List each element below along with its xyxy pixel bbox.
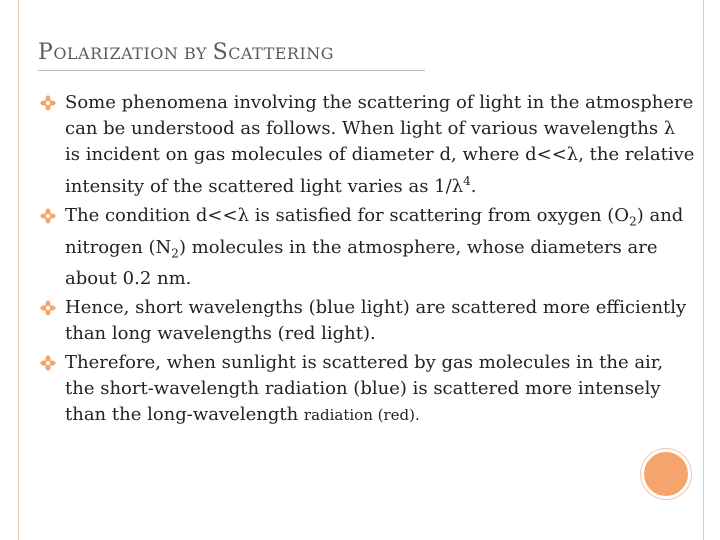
bullet-list bbox=[40, 90, 695, 428]
bullet-item: Hence, short wavelengths (blue light) are scattered more efficiently than long wavelengths (red light). bbox=[40, 295, 695, 347]
slide-title: POLARIZATION BY SCATTERING bbox=[38, 40, 335, 65]
flower-bullet-icon bbox=[40, 355, 56, 371]
flower-bullet-icon bbox=[40, 95, 56, 111]
bullet-item: Therefore, when sunlight is scattered by gas molecules in the air, the short-wavelength radiation (blue) is scattered more intensely than the long-wavelength radiation (red). bbox=[40, 350, 695, 428]
flower-bullet-icon bbox=[40, 208, 56, 224]
bullet-item: The condition d<<λ is satisfied for scattering from oxygen $(O_2)$ and nitrogen $(N_2)$ molecules in the atmosphere, whose diameters are about 0.2 nm. bbox=[40, 203, 695, 292]
flower-bullet-icon bbox=[40, 300, 56, 316]
frame-right-line bbox=[703, 0, 704, 540]
decorative-circle bbox=[641, 449, 691, 499]
title-underline bbox=[38, 70, 425, 71]
frame-left-line bbox=[18, 0, 19, 540]
bullet-item: Some phenomena involving the scattering of light in the atmosphere can be understood as follows. When light of various wavelengths λ is incident on gas molecules of diameter d, where d<<λ, the relative intensity of the scattered light varies as $1/\lambda^4$. bbox=[40, 90, 695, 200]
